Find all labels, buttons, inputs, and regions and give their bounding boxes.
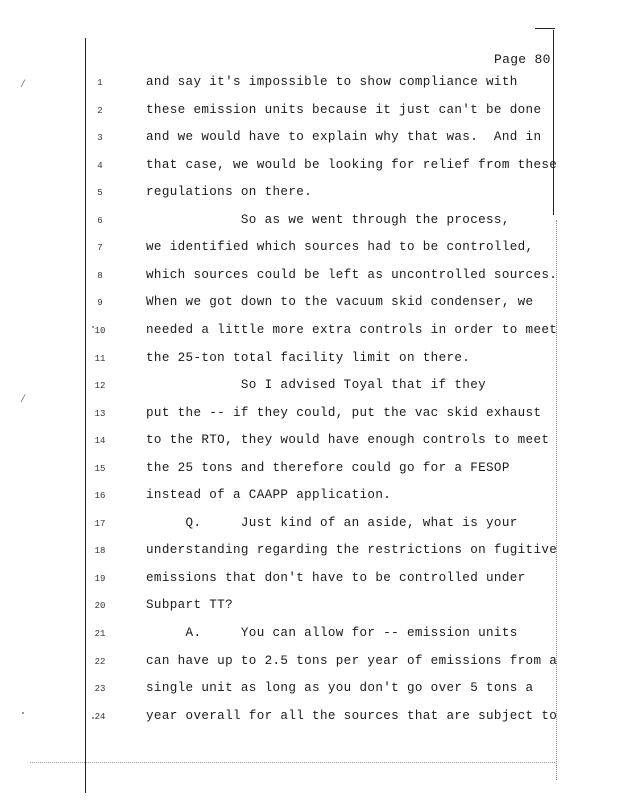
transcript-line: can have up to 2.5 tons per year of emissions from a bbox=[146, 653, 558, 668]
transcript-line: that case, we would be looking for relief from these bbox=[146, 157, 558, 172]
transcript-line: So as we went through the process, bbox=[146, 212, 510, 227]
line-number: 6 bbox=[97, 215, 103, 226]
line-number: 19 bbox=[94, 573, 106, 584]
line-number: 20 bbox=[94, 601, 106, 612]
transcript-line: which sources could be left as uncontrolled sources. bbox=[146, 267, 558, 282]
transcript-line: and say it's impossible to show compliance with bbox=[146, 75, 518, 89]
transcript-line: A. You can allow for -- emission units bbox=[146, 626, 518, 640]
transcript-line: we identified which sources had to be controlled, bbox=[146, 240, 534, 255]
line-number: 3 bbox=[97, 133, 103, 144]
line-number: 17 bbox=[94, 518, 106, 529]
transcript-line: When we got down to the vacuum skid condenser, we bbox=[146, 295, 534, 310]
line-number: 18 bbox=[94, 546, 106, 557]
right-margin-rule-dotted bbox=[556, 220, 557, 780]
transcript-line: and we would have to explain why that was. And in bbox=[146, 130, 542, 145]
line-number: 2 bbox=[97, 105, 103, 116]
transcript-line: instead of a CAAPP application. bbox=[146, 488, 392, 503]
transcript-line: these emission units because it just can't be done bbox=[146, 102, 542, 117]
transcript-line: emissions that don't have to be controlled under bbox=[146, 570, 526, 585]
line-number: 10 bbox=[94, 325, 106, 336]
transcript-line: needed a little more extra controls in order to meet bbox=[146, 322, 558, 337]
line-number: 9 bbox=[97, 298, 103, 309]
left-margin-rule bbox=[85, 38, 86, 793]
line-number: 14 bbox=[94, 436, 106, 447]
transcript-line: the 25-ton total facility limit on there. bbox=[146, 350, 471, 365]
transcript-line: put the -- if they could, put the vac skid exhaust bbox=[146, 405, 542, 420]
transcript-line: the 25 tons and therefore could go for a FESOP bbox=[146, 460, 510, 475]
line-number: 23 bbox=[94, 684, 106, 695]
line-number: 8 bbox=[97, 270, 103, 281]
transcript-line: to the RTO, they would have enough controls to meet bbox=[146, 433, 550, 448]
line-number: 22 bbox=[94, 656, 106, 667]
line-number: 15 bbox=[94, 463, 106, 474]
line-number: 4 bbox=[97, 160, 103, 171]
line-number: 21 bbox=[94, 629, 106, 639]
margin-scan-mark: / bbox=[20, 80, 27, 91]
top-corner-rule bbox=[535, 28, 555, 29]
scan-speck bbox=[22, 712, 24, 714]
line-number: 12 bbox=[94, 381, 106, 392]
line-number: 13 bbox=[94, 408, 106, 419]
scan-speck bbox=[92, 326, 94, 328]
transcript-line: year overall for all the sources that are subject to bbox=[146, 708, 558, 723]
transcript-line: regulations on there. bbox=[146, 185, 313, 200]
transcript-line: single unit as long as you don't go over 5 tons a bbox=[146, 681, 534, 696]
line-number: 16 bbox=[94, 491, 106, 502]
line-number: 5 bbox=[97, 188, 103, 199]
bottom-scan-dots bbox=[30, 762, 555, 763]
scan-speck bbox=[92, 717, 94, 719]
transcript-line: So I advised Toyal that if they bbox=[146, 378, 487, 393]
transcript-line: Subpart TT? bbox=[146, 598, 233, 613]
line-number: 11 bbox=[94, 353, 106, 364]
transcript-line: Q. Just kind of an aside, what is your bbox=[146, 515, 518, 530]
right-margin-rule bbox=[553, 30, 554, 215]
margin-scan-mark: / bbox=[20, 395, 27, 406]
line-number: 1 bbox=[97, 78, 103, 88]
page-number: Page 80 bbox=[494, 52, 551, 67]
line-number: 24 bbox=[94, 711, 106, 722]
line-number: 7 bbox=[97, 243, 103, 254]
transcript-line: understanding regarding the restrictions on fugitive bbox=[146, 543, 558, 558]
